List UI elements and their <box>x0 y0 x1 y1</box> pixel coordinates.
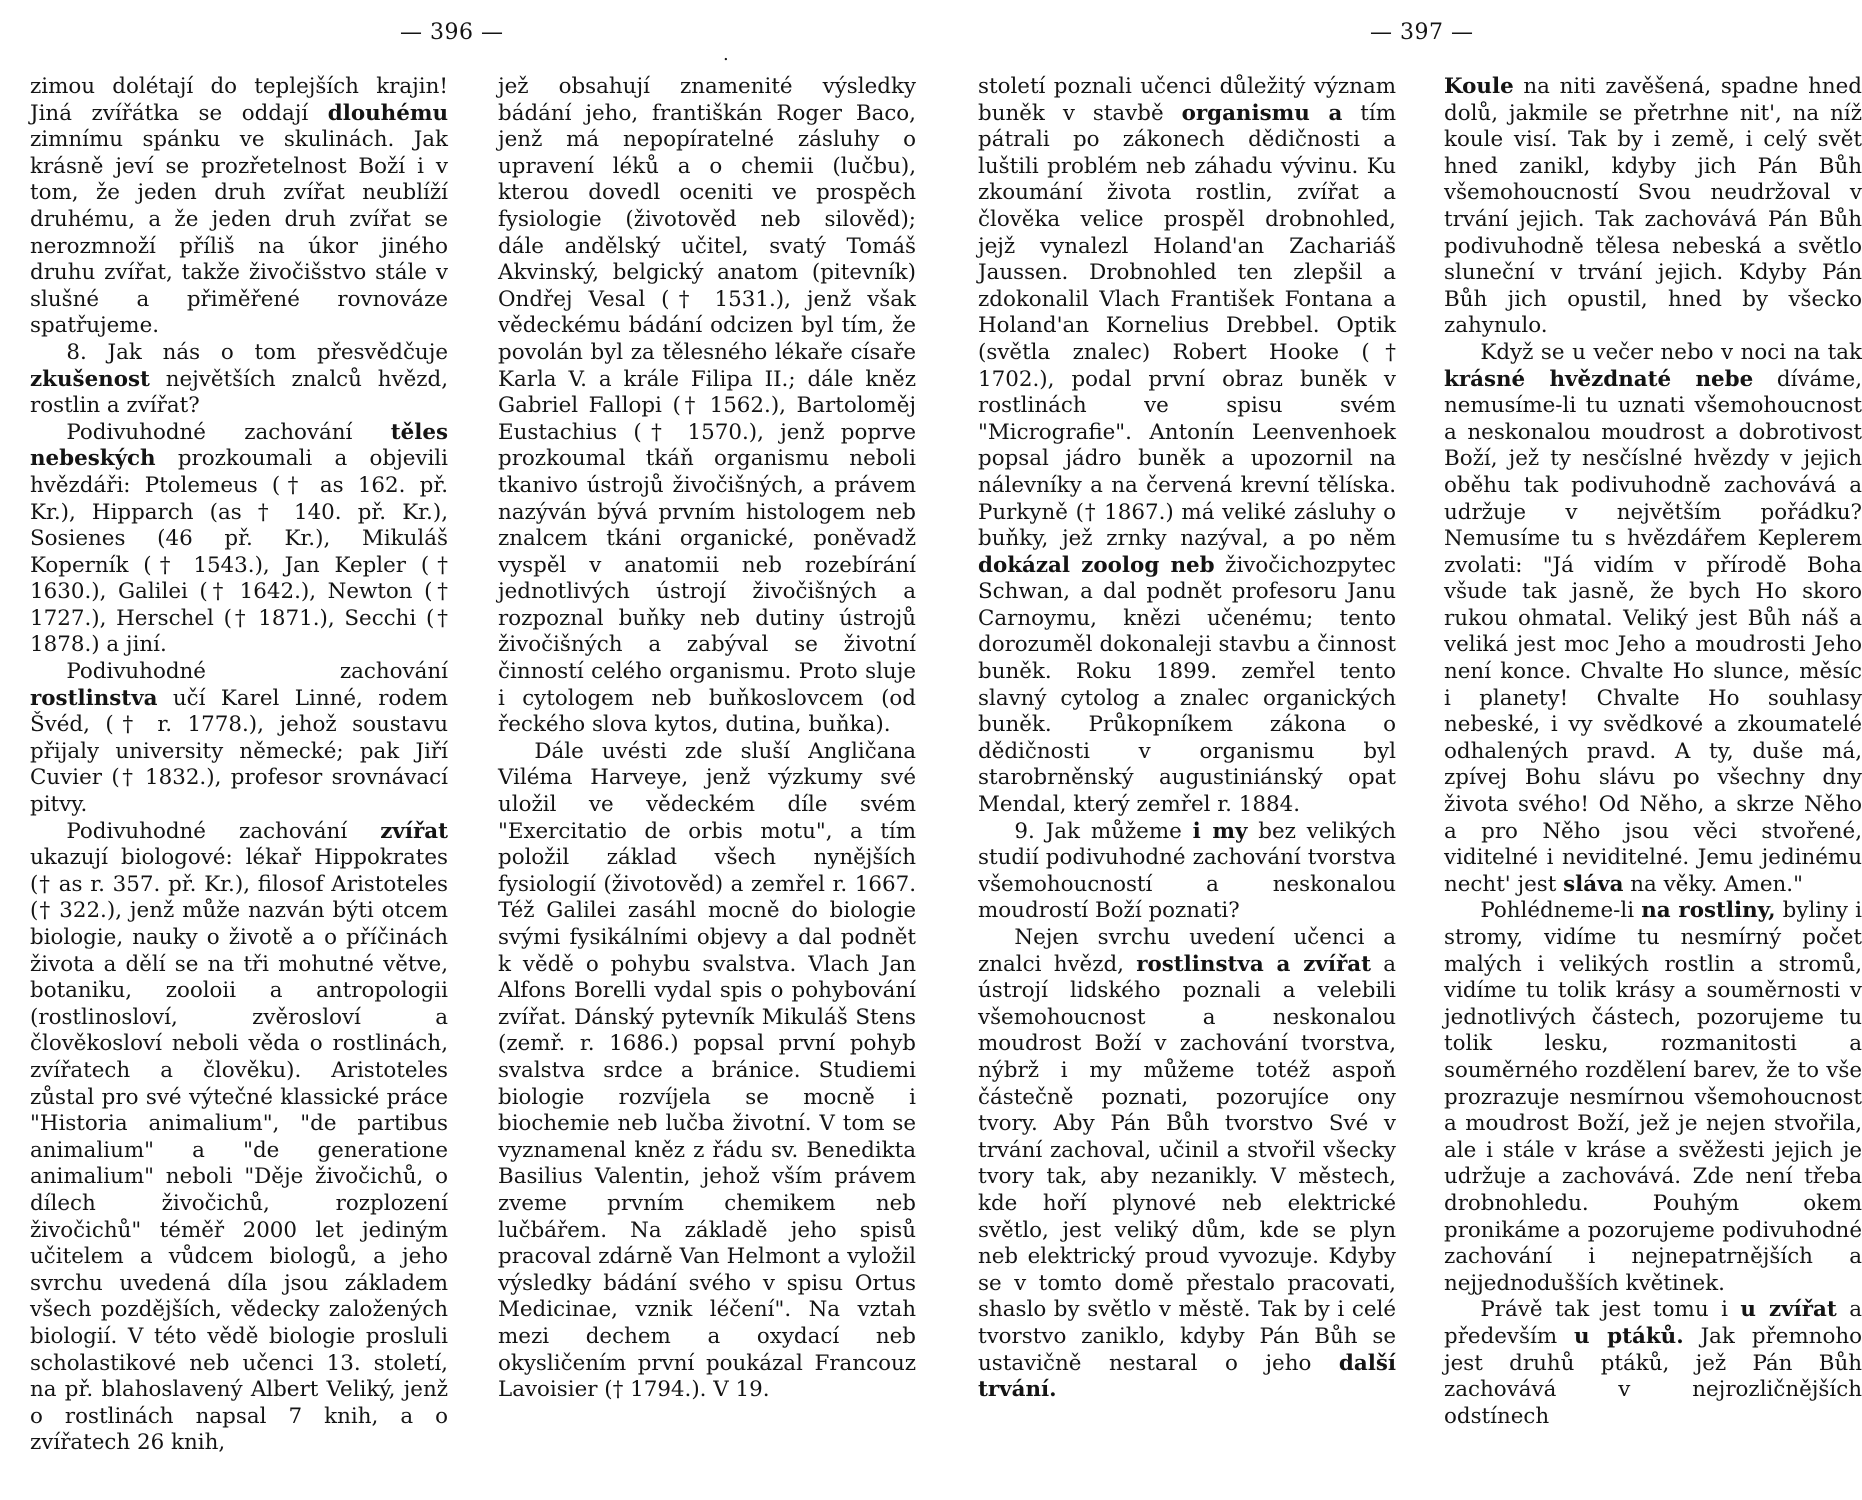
bold-text: zkušenost <box>30 366 150 392</box>
text-run: a především <box>1444 1297 1862 1349</box>
paragraph <box>1444 74 1862 340</box>
paragraph <box>978 74 1396 819</box>
paragraph <box>1444 1297 1862 1430</box>
bold-text: u zvířat <box>1740 1297 1837 1323</box>
bold-text: rostlinstva <box>30 685 158 711</box>
text-column-4 <box>1444 74 1862 1430</box>
text-run: učí Karel Linné, rodem Švéd, († r. 1778.), jehož soustavu přijaly university německé; pak Jiří Cuvier († 1832.), profesor srovnávací pitvy. <box>30 685 448 818</box>
paragraph <box>1444 340 1862 898</box>
text-run: zimnímu spánku ve skulinách. Jak krásně jeví se prozřetelnost Boží i v tom, že jeden druh zvířat neublíží druhému, a že jeden druh zvířat se nerozmnoží příliš na úkor jiného druhu zvířat, takže živočišstvo stále v slušné a přiměřené rovnováze spatřujeme. <box>30 127 448 339</box>
text-column-2 <box>498 74 916 1404</box>
text-run: Podivuhodné zachování <box>66 419 391 445</box>
paragraph <box>30 340 448 420</box>
bold-text: další trvání. <box>978 1350 1396 1403</box>
paragraph <box>1444 898 1862 1297</box>
bold-text: krásné hvězdnaté nebe <box>1444 366 1754 392</box>
text-run: díváme, nemusíme-li tu uznati všemohoucnost a neskonalou moudrost a dobrotivost Boží, jež ty nesčíslné hvězdy v jejich oběhu tak podivuhodně zachovává a udržuje v největším pořádku? Nemusíme tu s hvězdářem Keplerem zvolati: "Já vidím v přírodě Boha všude tak jasně, že bych Ho skoro rukou ohmatal. Veliký jest Bůh náš a veliká jest moc Jeho a moudrosti Jeho není konce. Chvalte Ho slunce, měsíc i planety! Chvalte Ho souhlasy nebeské, i vy svědkové a zkoumatelé odhalených pravd. A ty, duše má, zpívej Bohu slávu po všechny dny života svého! Od Něho, a skrze Něho a pro Něho jsou věci stvořené, viditelné i neviditelné. Jemu jedinému necht' jest <box>1444 366 1862 897</box>
text-run: na věky. Amen." <box>1623 871 1803 897</box>
paragraph <box>978 819 1396 925</box>
text-run: století poznali učenci důležitý význam buněk v stavbě <box>978 74 1396 126</box>
paragraph <box>30 659 448 819</box>
text-column-3 <box>978 74 1396 1404</box>
text-run: Dále uvésti zde sluší Angličana Viléma Harveye, jenž výzkumy své uložil ve vědeckém díle svém "Exercitatio de orbis motu", a tím položil základ všech nynějších fysiologií (životověd) a zemřel r. 1667. Též Galilei zasáhl mocně do biologie svými fysikálními objevy a dal podnět k vědě o pohybu svalstva. Vlach Jan Alfons Borelli vydal spis o pohybování zvířat. Dánský pytevník Mikuláš Stens (zemř. r. 1686.) popsal první pohyb svalstva srdce a bránice. Studiemi biologie rozvíjela se mocně i biochemie neb lučba životní. V tom se vyznamenal kněz z řádu sv. Benedikta Basilius Valentin, jehož vším právem zveme prvním chemikem neb lučbářem. Na základě jeho spisů pracoval zdárně Van Helmont a vyložil výsledky bádání svého v spisu Ortus Medicinae, vznik léčení". Na vztah mezi dechem a oxydací neb okysličením první poukázal Francouz Lavoisier († 1794.). V 19. <box>498 738 916 1403</box>
paragraph <box>498 74 916 739</box>
text-run: ukazují biologové: lékař Hippokrates († as r. 357. př. Kr.), filosof Aristoteles († 322.), jenž může nazván býti otcem biologie, nauky o životě a o příčinách života a dělí se na tři mohutné větve, botaniku, zooloii a antropologii (rostlinosloví, zvěrosloví a člověkosloví neboli věda o rostlinách, zvířatech a člověku). Aristoteles zůstal pro své výtečné klassické práce "Historia animalium", "de partibus animalium" a "de generatione animalium" neboli "Děje živočichů, o dílech živočichů, rozplození živočichů" téměř 2000 let jediným učitelem a vůdcem biologů, a jeho svrchu uvedená díla jsou základem všech pozdějších, vědecky založených biologií. V této vědě biologie prosluli scholastikové neb učenci 13. století, na př. blahoslavený Albert Veliký, jenž o rostlinách napsal 7 knih, a o zvířatech 26 knih, <box>30 845 448 1456</box>
text-run: byliny i stromy, vidíme tu nesmírný počet malých i velikých rostlin a stromů, vidíme tu tolik krásy a souměrnosti v jednotlivých částech, pozorujeme tu tolik lesku, rozmanitosti a souměrného rozdělení barev, že to vše prozrazuje nesmírnou všemohoucnost a moudrost Boží, jež je nejen stvořila, ale i stále v kráse a svěžesti jejich je udržuje a zachovává. Zde není třeba drobnohledu. Pouhým okem pronikáme a pozorujeme podivuhodné zachování i nejnepatrnějších a nejjednodušších květinek. <box>1444 898 1862 1296</box>
bold-text: u ptáků. <box>1574 1323 1684 1349</box>
text-run: zimou dolétají do teplejších krajin! Jiná zvířátka se oddají <box>30 74 448 126</box>
text-run: bez velikých studií podivuhodné zachování tvorstva všemohoucností a neskonalou moudrostí Boží poznati? <box>978 818 1397 924</box>
text-column-1 <box>30 74 448 1457</box>
bold-text: sláva <box>1563 871 1624 897</box>
text-run: Jak přemnoho jest druhů ptáků, jež Pán Bůh zachovává v nejrozličnějších odstínech <box>1444 1323 1862 1429</box>
text-run: a ústrojí lidského poznali a velebili všemohoucnost a neskonalou moudrost Boží v zachování tvorstva, nýbrž i my můžeme totéž aspoň částečně poznati, pozorujíce ony tvory. Aby Pán Bůh tvorstvo Své v trvání zachoval, učinil a stvořil všecky tvory tak, aby nezanikly. V městech, kde hoří plynové neb elektrické světlo, jest veliký dům, kde se plyn neb elektrický proud vyvozuje. Kdyby se v tomto domě přestalo pracovati, shaslo by světlo v městě. Tak by i celé tvorstvo zaniklo, kdyby Pán Bůh se ustavičně nestaral o jeho <box>978 951 1396 1376</box>
text-run: Podivuhodné zachování <box>66 659 448 685</box>
bold-text: těles nebeských <box>30 419 448 472</box>
bold-text: dokázal zoolog neb <box>978 552 1215 578</box>
text-run: největších znalců hvězd, rostlin a zvířat? <box>30 366 448 419</box>
text-run: Právě tak jest tomu i <box>1480 1297 1741 1323</box>
text-run: 8. Jak nás o tom přesvědčuje <box>66 339 448 365</box>
text-run: tím pátrali po zákonech dědičnosti a luštili problém neb záhadu vývinu. Ku zkoumání života rostlin, zvířat a člověka velice prospěl drobnohled, jejž vynalezl Holand'an Zachariáš Jaussen. Drobnohled ten zlepšil a zdokonalil Vlach František Fontana a Holand'an Kornelius Drebbel. Optik (světla znalec) Robert Hooke († 1702.), podal první obraz buněk v rostlinách ve spisu svém "Micrografie". Antonín Leenvenhoek popsal jádro buněk a upozornil na nálevníky a na červená krevní tělíska. Purkyně († 1867.) má veliké zásluhy o buňky, jež zrnky nazýval, a po něm <box>978 100 1396 552</box>
text-run: Pohlédneme-li <box>1480 898 1642 924</box>
paragraph <box>978 925 1396 1404</box>
bold-text: zvířat <box>380 818 448 844</box>
text-run: Když se u večer nebo v noci na tak <box>1480 339 1862 365</box>
text-run: na niti zavěšená, spadne hned dolů, jakmile se přetrhne nit', na níž koule visí. Tak by i země, i celý svět hned zanikl, kdyby jich Pán Bůh všemohoucností Svou neudržoval v trvání jejich. Tak zachovává Pán Bůh podivuhodně tělesa nebeská a světlo sluneční v trvání jejich. Kdyby Pán Bůh jich opustil, hned by všecko zahynulo. <box>1444 74 1862 339</box>
text-run: živočichozpytec Schwan, a dal podnět profesoru Janu Carnoymu, knězi učenému; tento dorozuměl dokonaleji stavbu a činnost buněk. Roku 1899. zemřel tento slavný cytolog a znalec organických buněk. Průkopníkem zákona o dědičnosti v organismu byl starobrněnský augustiniánský opat Mendal, který zemřel r. 1884. <box>978 552 1396 818</box>
page-number-left: — 396 — <box>400 20 504 45</box>
bold-text: rostlinstva a zvířat <box>1136 951 1372 977</box>
page-mark: . <box>723 44 729 65</box>
text-run: Podivuhodné zachování <box>66 818 381 844</box>
bold-text: Koule <box>1444 74 1514 99</box>
text-run: 9. Jak můžeme <box>1014 818 1193 844</box>
paragraph <box>30 819 448 1457</box>
paragraph <box>30 420 448 659</box>
page-number-right: — 397 — <box>1370 20 1474 45</box>
text-run: Nejen svrchu uvedení učenci a znalci hvězd, <box>978 925 1396 977</box>
text-run: prozkoumali a objevili hvězdáři: Ptolemeus († as 162. př. Kr.), Hipparch (as † 140. př. Kr.), Sosienes (46 př. Kr.), Mikuláš Koperník († 1543.), Jan Kepler († 1630.), Galilei († 1642.), Newton († 1727.), Herschel († 1871.), Secchi († 1878.) a jiní. <box>30 446 448 658</box>
text-run: jež obsahují znamenité výsledky bádání jeho, františkán Roger Baco, jenž má nepopíratelné zásluhy o upravení léků a o chemii (lučbu), kterou dovedl oceniti ve prospěch fysiologie (životověd neb silověd); dále andělský učitel, svatý Tomáš Akvinský, belgický anatom (pitevník) Ondřej Vesal († 1531.), jenž však vědeckému bádání odcizen byl tím, že povolán byl za tělesného lékaře císaře Karla V. a krále Filipa II.; dále kněz Gabriel Fallopi († 1562.), Bartoloměj Eustachius († 1570.), jenž poprve prozkoumal tkáň organismu neboli tkanivo ústrojů živočišných, a právem nazýván bývá prvním histologem neb znalcem tkáni organické, poněvadž vyspěl v anatomii neb rozebírání jednotlivých ústrojí živočišných a rozpoznal buňky neb dutiny ústrojů živočišných a zabýval se životní činností celého organismu. Proto sluje i cytologem neb buňkoslovcem (od řeckého slova kytos, dutina, buňka). <box>498 74 916 738</box>
paragraph <box>498 739 916 1404</box>
paragraph <box>30 74 448 340</box>
bold-text: na rostliny, <box>1641 898 1776 924</box>
bold-text: organismu a <box>1181 100 1343 126</box>
bold-text: dlouhému <box>327 100 448 126</box>
bold-text: i my <box>1192 818 1248 844</box>
